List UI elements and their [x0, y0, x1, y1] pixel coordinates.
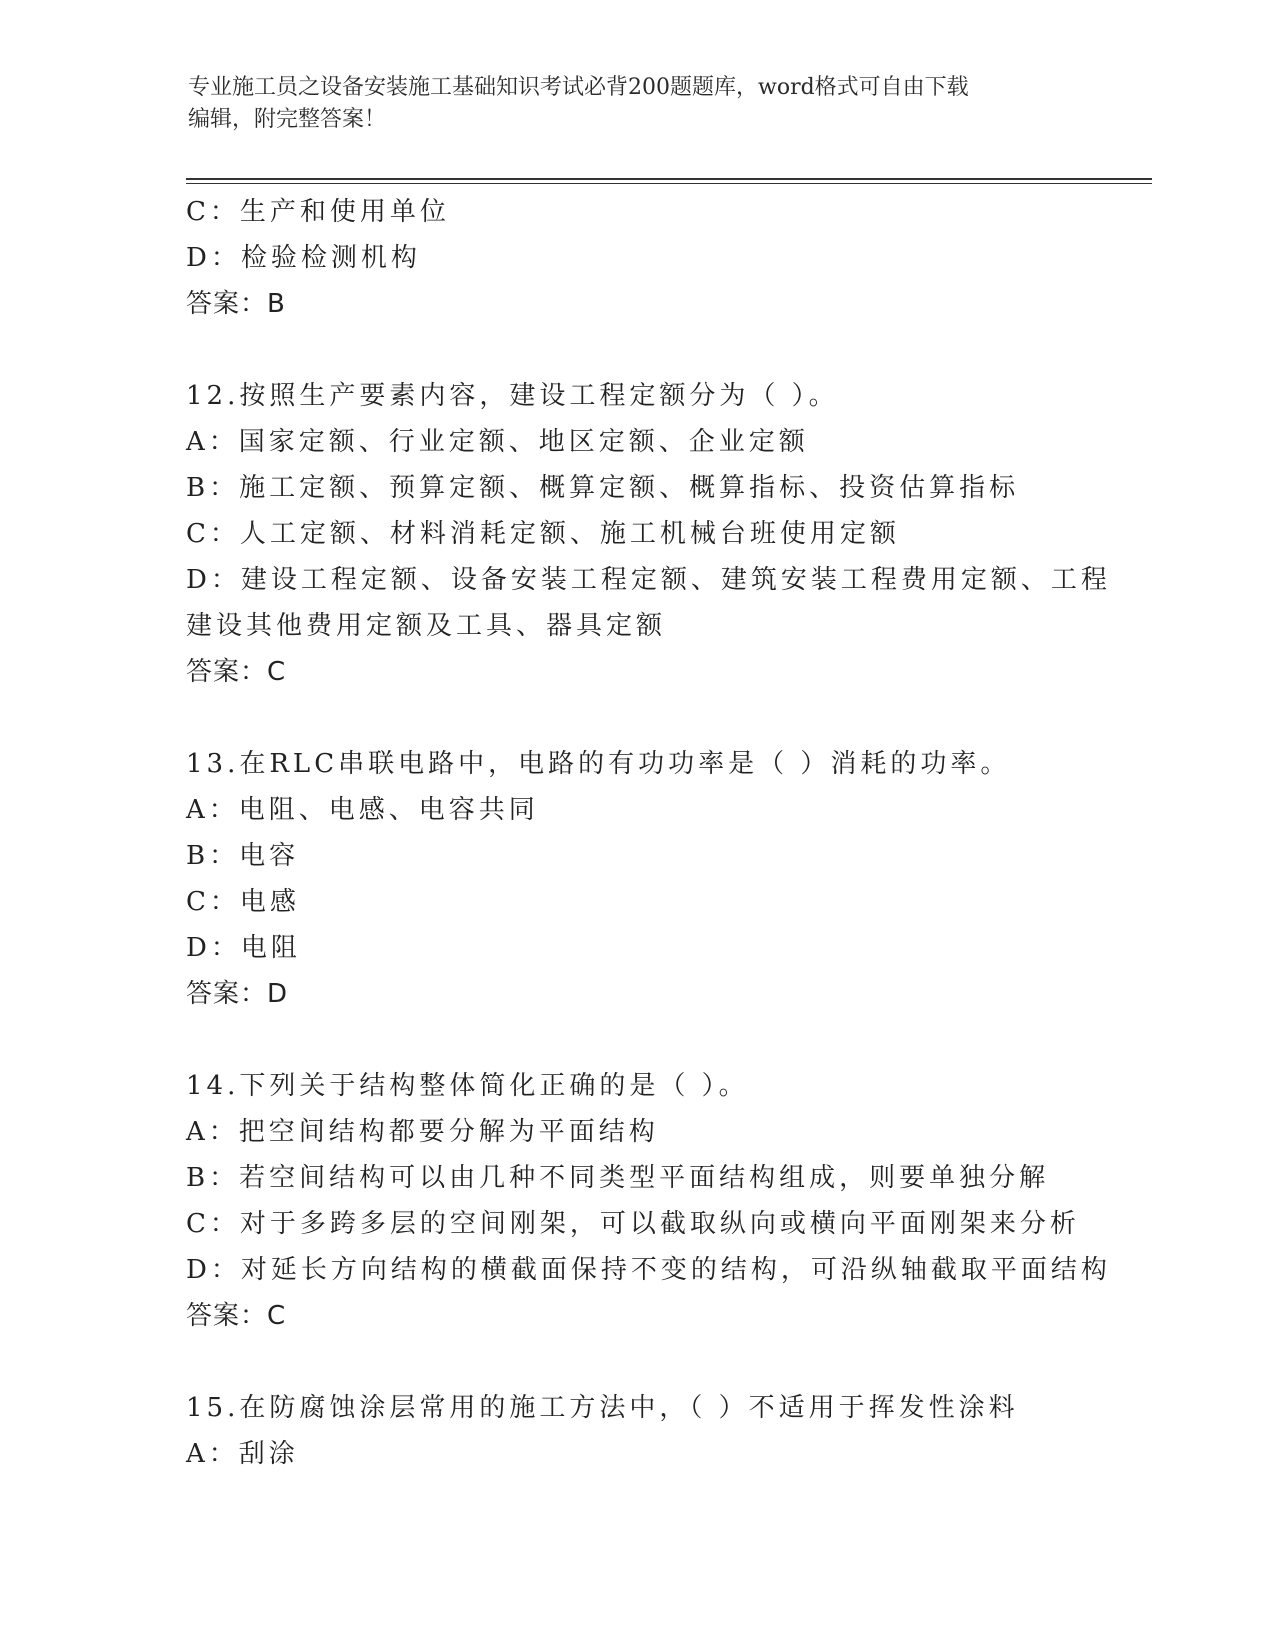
- spacer: [186, 327, 1152, 373]
- q12-option-d-line1: D：建设工程定额、设备安装工程定额、建筑安装工程费用定额、工程: [186, 565, 1111, 595]
- q12-answer: 答案：C: [186, 657, 287, 687]
- q15-stem: 15.在防腐蚀涂层常用的施工方法中，（ ）不适用于挥发性涂料: [186, 1393, 1019, 1423]
- header-line-1: 专业施工员之设备安装施工基础知识考试必背200题题库，word格式可自由下载: [188, 75, 969, 100]
- question-content: [186, 189, 1152, 1477]
- q14-option-c: C：对于多跨多层的空间刚架，可以截取纵向或横向平面刚架来分析: [186, 1209, 1080, 1239]
- q12-option-a: A：国家定额、行业定额、地区定额、企业定额: [186, 427, 809, 457]
- header-divider-thick: [186, 178, 1152, 180]
- q13-option-a: A：电阻、电感、电容共同: [186, 795, 539, 825]
- q11-answer: 答案：B: [186, 289, 286, 319]
- spacer: [186, 695, 1152, 741]
- q14-answer: 答案：C: [186, 1301, 287, 1331]
- q14-option-b: B：若空间结构可以由几种不同类型平面结构组成，则要单独分解: [186, 1163, 1050, 1193]
- header-divider-thin: [186, 183, 1152, 184]
- q14-option-a: A：把空间结构都要分解为平面结构: [186, 1117, 659, 1147]
- q15-option-a: A：刮涂: [186, 1439, 299, 1469]
- q13-answer: 答案：D: [186, 979, 289, 1009]
- q14-option-d: D：对延长方向结构的横截面保持不变的结构，可沿纵轴截取平面结构: [186, 1255, 1111, 1285]
- q14-stem: 14.下列关于结构整体简化正确的是（ ）。: [186, 1071, 749, 1101]
- q13-option-c: C：电感: [186, 887, 300, 917]
- q12-option-d-line2: 建设其他费用定额及工具、器具定额: [186, 611, 667, 641]
- q13-stem: 13.在RLC串联电路中，电路的有功功率是（ ）消耗的功率。: [186, 749, 1011, 779]
- q13-option-b: B：电容: [186, 841, 300, 871]
- q13-option-d: D：电阻: [186, 933, 301, 963]
- q11-option-c: C：生产和使用单位: [186, 197, 450, 227]
- q12-option-c: C：人工定额、材料消耗定额、施工机械台班使用定额: [186, 519, 900, 549]
- header-line-2: 编辑，附完整答案！: [188, 107, 387, 132]
- q11-option-d: D：检验检测机构: [186, 243, 421, 273]
- q12-option-b: B：施工定额、预算定额、概算定额、概算指标、投资估算指标: [186, 473, 1020, 503]
- spacer: [186, 1339, 1152, 1385]
- document-header: [188, 72, 1088, 136]
- spacer: [186, 1017, 1152, 1063]
- q12-stem: 12.按照生产要素内容，建设工程定额分为（ ）。: [186, 381, 839, 411]
